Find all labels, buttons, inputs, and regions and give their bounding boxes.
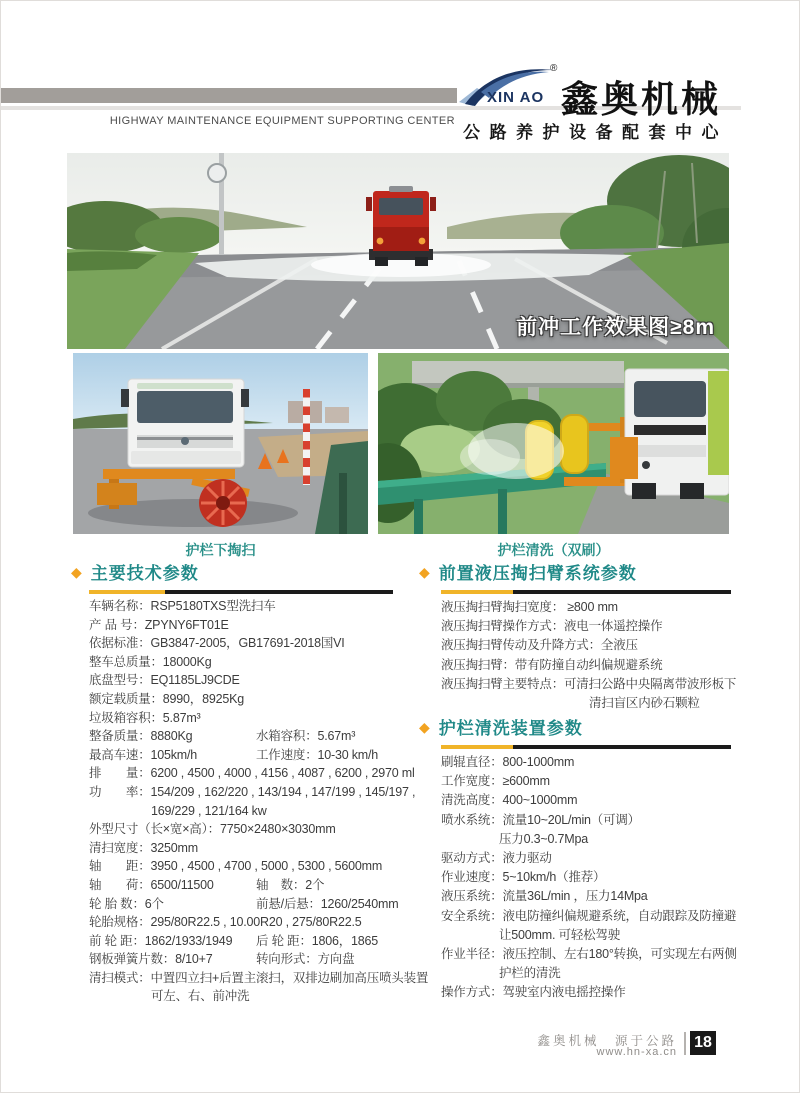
spec-row: 工作宽度：≥600mm [441,774,550,789]
spec-row: 液压系统：流量36L/min ，压力14Mpa [441,889,648,904]
diamond-icon: ◆ [419,563,430,580]
photo-guardrail-wash [378,353,729,534]
spec-row: 排 量：6200 , 4500 , 4000 , 4156 , 4087 , 6200 , 2970 ml [89,766,415,781]
header-chinese-title: 公路养护设备配套中心 [463,123,728,142]
spec-row: 刷辊直径：800-1000mm [441,755,575,769]
spec-row: 可左、右、前冲洗 [151,989,250,1004]
registered-trademark-icon: ® [550,63,558,74]
spec-row: 液压掏扫臂操作方式：液电一体遥控操作 [441,619,663,634]
spec-row: 整车总质量：18000Kg [89,654,212,669]
spec-row: 喷水系统：流量10~20L/min（可调） [441,812,640,827]
section-title: 前置液压掏扫臂系统参数 [438,564,637,583]
footer-website: www.hn-xa.cn [596,1046,677,1058]
section-header-arm-params [419,559,637,584]
main-photo [67,153,729,349]
spec-row: 清扫宽度：3250mm [89,840,198,855]
header-english-title: HIGHWAY MAINTENANCE EQUIPMENT SUPPORTING CENTER [109,115,455,127]
header-gray-bar [1,88,457,103]
spec-row: 垃圾箱容积：5.87m³ [89,710,201,725]
spec-row: 额定载质量：8990，8925Kg [89,691,245,706]
left-photo-caption: 护栏下掏扫 [185,542,256,558]
spec-row: 液压掏扫臂：带有防撞自动纠偏规避系统 [441,657,663,672]
spec-row: 轮胎规格：295/80R22.5 , 10.00R20 , 275/80R22.5 [89,915,362,930]
section-rule [441,590,731,594]
spec-row: 压力0.3~0.7Mpa [499,831,588,846]
spec-row: 液压掏扫臂传动及升降方式：全液压 [441,638,638,653]
spec-row: 功 率：154/209 , 162/220 , 143/194 , 147/199 , 145/197 , [89,784,416,799]
spec-row: 护栏的清洗 [499,966,561,981]
section-header-main-params [71,559,199,584]
section-title: 主要技术参数 [90,564,199,583]
spec-row: 安全系统：液电防撞纠偏规避系统，自动跟踪及防撞避 [441,908,737,923]
spec-row: 车辆名称：RSP5180TXS型洗扫车 [89,599,276,613]
spec-row: 驱动方式：液力驱动 [441,850,552,865]
page-number-badge: 18 [690,1031,716,1055]
spec-row: 整备质量：8880Kg 水箱容积：5.67m³ [89,729,356,744]
spec-row: 底盘型号：EQ1185LJ9CDE [89,673,240,688]
spec-row: 轮 胎 数：6个 前悬/后悬：1260/2540mm [89,896,399,911]
footer-slogan: 鑫奥机械 源于公路 [537,1034,677,1048]
spec-row: 液压掏扫臂主要特点：可清扫公路中央隔离带波形板下 [441,676,737,691]
spec-row: 外型尺寸（长×宽×高）：7750×2480×3030mm [89,822,336,837]
spec-row: 作业半径：液压控制、左右180°转换，可实现左右两侧 [441,946,737,961]
svg-text:XIN AO: XIN AO [487,89,545,106]
section-rule [89,590,393,594]
spec-row: 产 品 号：ZPYNY6FT01E [89,617,229,632]
spec-row: 依据标准：GB3847-2005，GB17691-2018国VI [89,636,345,651]
logo-swoosh-icon [457,58,557,116]
main-photo-caption: 前冲工作效果图≥8m [516,316,715,339]
spec-row: 前 轮 距：1862/1933/1949 后 轮 距：1806，1865 [89,933,379,948]
spec-row: 最高车速：105km/h 工作速度：10-30 km/h [89,747,379,762]
diamond-icon: ◆ [419,718,430,735]
main-params-list [89,597,429,1006]
right-photo-caption: 护栏清洗（双刷） [497,542,610,558]
spec-row: 液压掏扫臂掏扫宽度： ≥800 mm [441,600,618,614]
brand-name: 鑫奥机械 [561,79,721,120]
spec-row: 让500mm. 可轻松驾驶 [499,927,621,942]
section-rule [441,745,731,749]
spec-row: 钢板弹簧片数：8/10+7 转向形式：方向盘 [89,952,355,967]
spec-row: 清扫盲区内砂石颗粒 [589,695,700,710]
spec-row: 清扫模式：中置四立扫+后置主滚扫，双排边刷加高压喷头装置 [89,970,429,985]
spec-row: 轴 荷：6500/11500 轴 数：2个 [89,877,325,892]
spec-row: 169/229 , 121/164 kw [151,803,267,818]
spec-row: 作业速度：5~10km/h（推荐） [441,870,606,885]
arm-params-list [441,598,737,713]
spec-row: 操作方式：驾驶室内液电摇控操作 [441,985,626,1000]
wash-params-list [441,753,737,1002]
section-title: 护栏清洗装置参数 [438,719,583,738]
footer-divider [684,1032,686,1055]
spec-row: 清洗高度：400~1000mm [441,793,578,808]
section-header-wash-params [419,714,583,739]
photo-guardrail-sweep [73,353,368,534]
spec-row: 轴 距：3950 , 4500 , 4700 , 5000 , 5300 , 5600mm [89,859,383,874]
diamond-icon: ◆ [71,563,82,580]
